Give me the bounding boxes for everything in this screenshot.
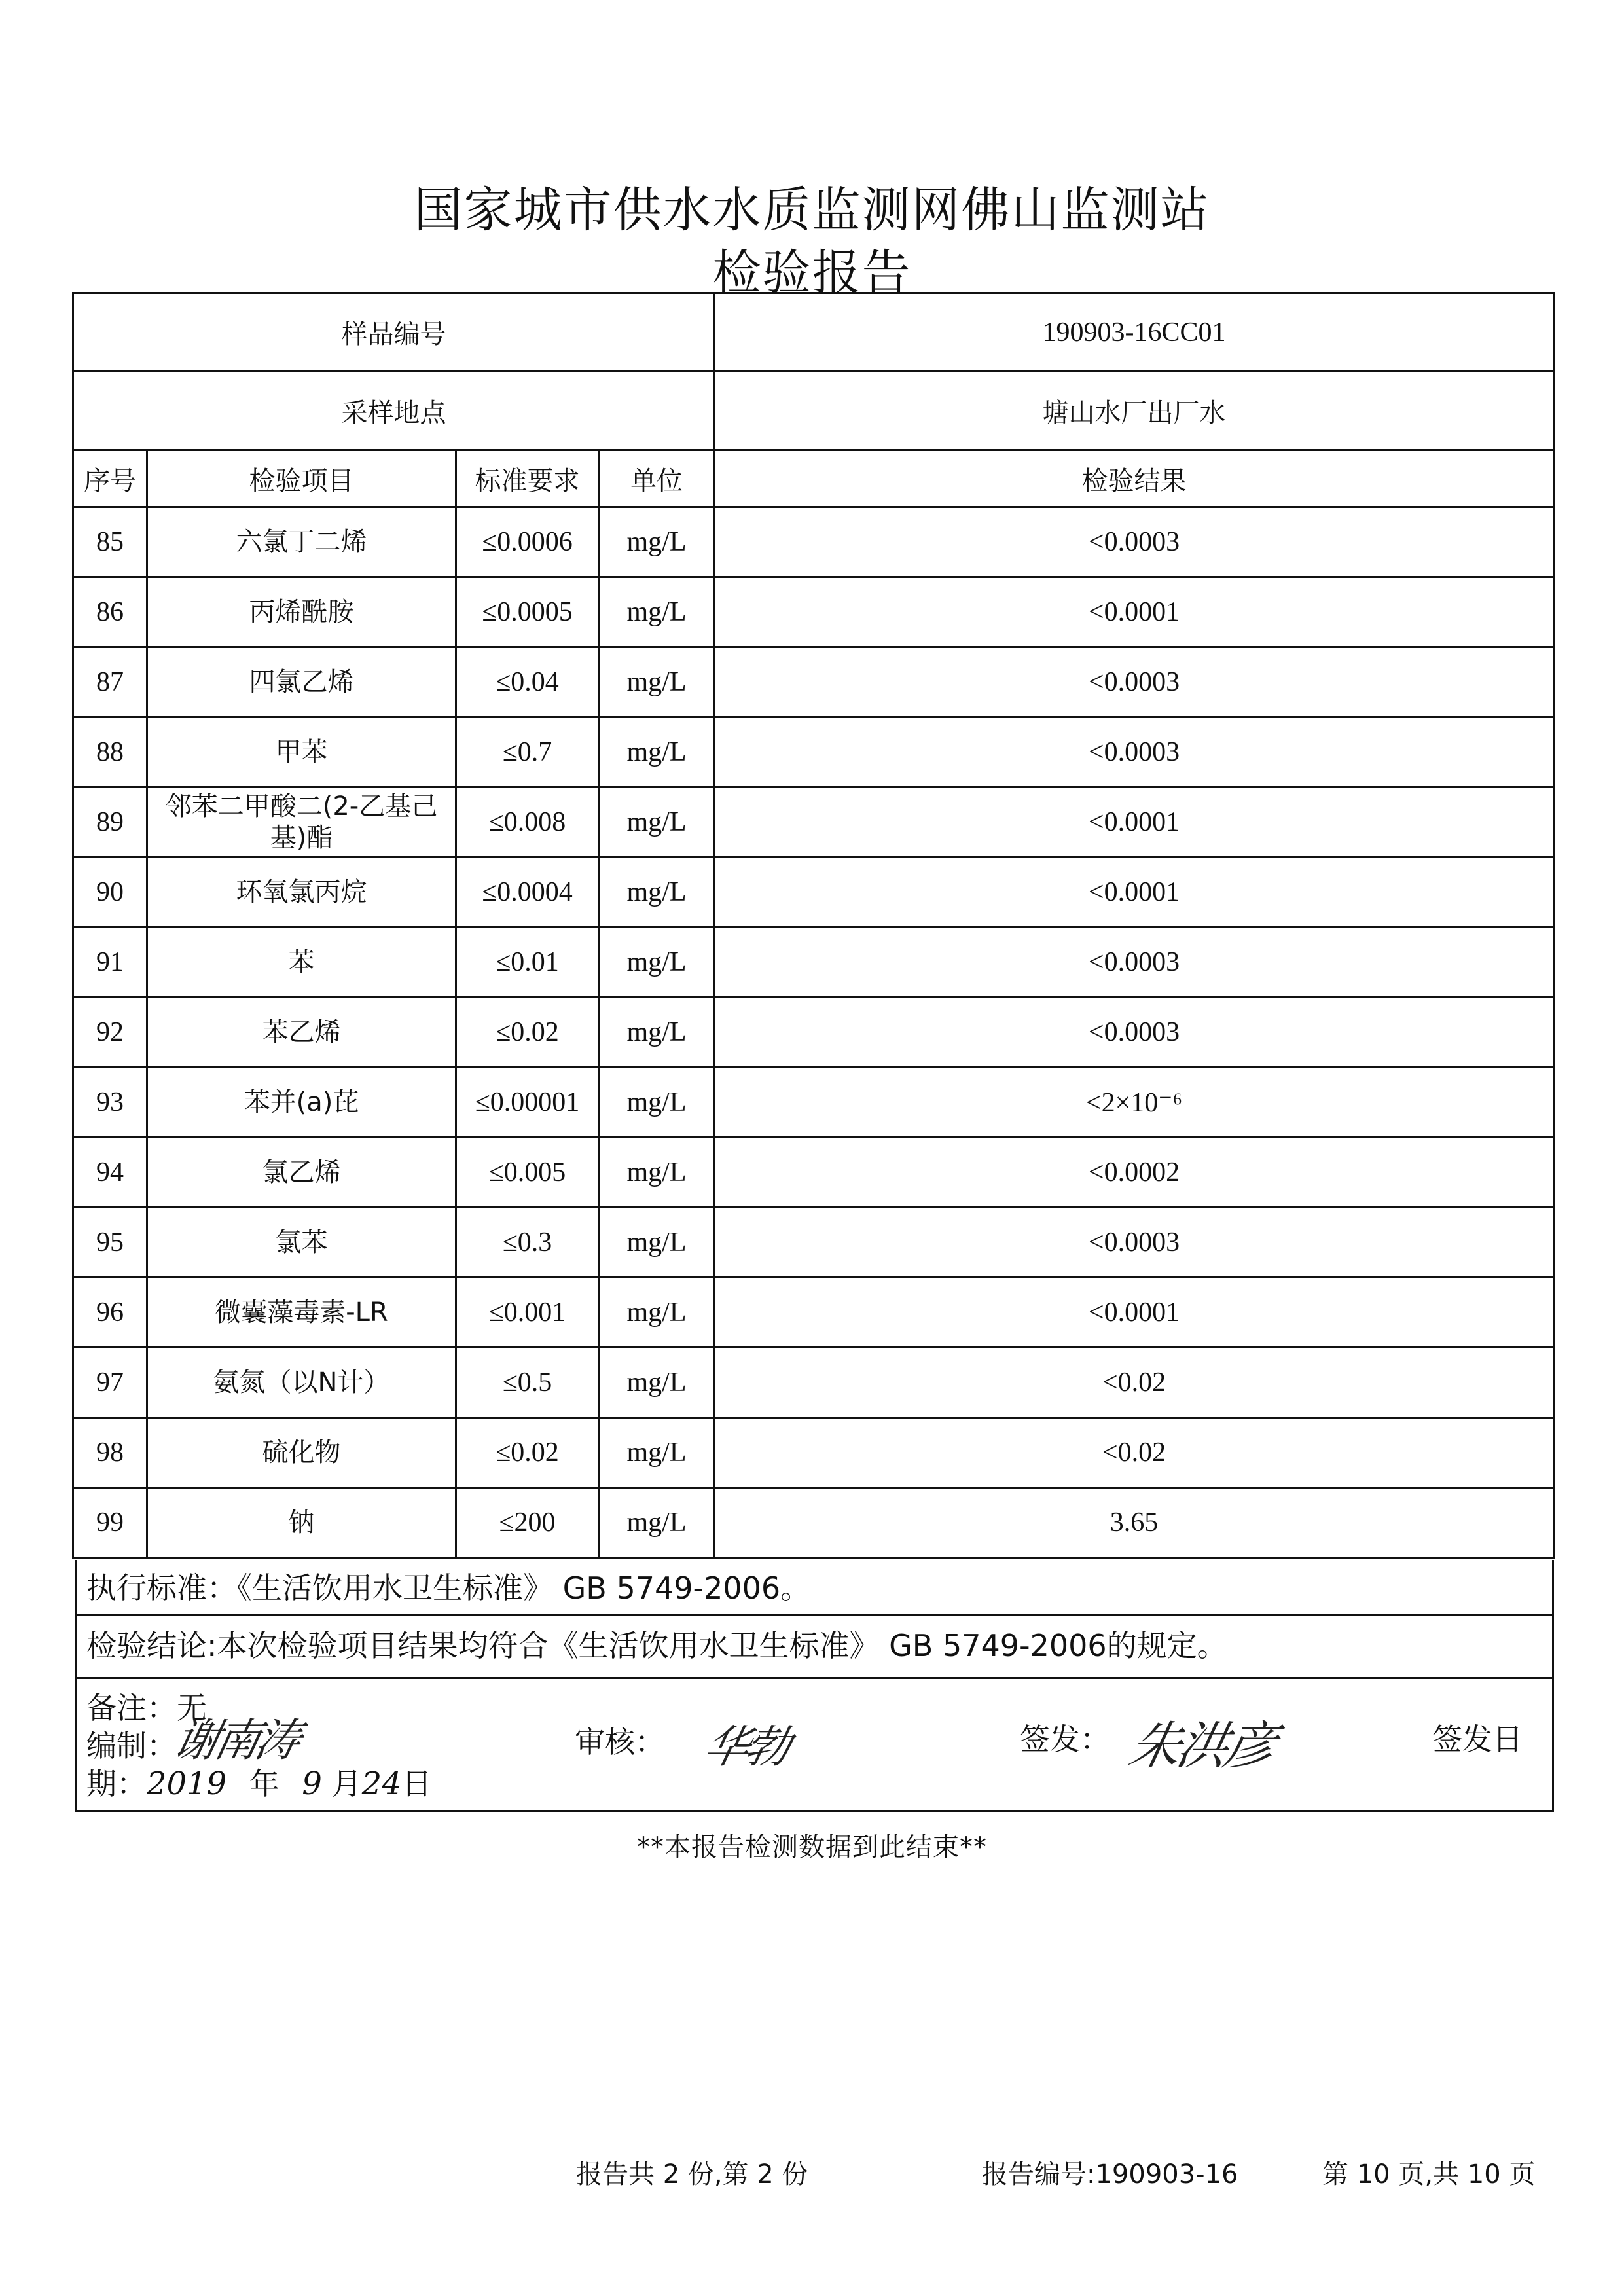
test-result: <0.0003 bbox=[715, 717, 1554, 787]
standard-limit: ≤0.0006 bbox=[456, 507, 599, 577]
footer-report-number: 报告编号:190903-16 bbox=[982, 2159, 1238, 2190]
standard-line: 执行标准：《生活饮用水卫生标准》 GB 5749-2006。 bbox=[77, 1560, 1552, 1616]
sample-id-value: 190903-16CC01 bbox=[715, 293, 1554, 372]
test-result: <0.0003 bbox=[715, 647, 1554, 717]
row-number: 87 bbox=[73, 647, 147, 717]
standard-limit: ≤0.0004 bbox=[456, 858, 599, 928]
footer-pages: 第 10 页,共 10 页 bbox=[1322, 2159, 1536, 2190]
issuer-signature: 朱洪彦 bbox=[1123, 1717, 1278, 1776]
col-header-item: 检验项目 bbox=[147, 450, 456, 507]
test-item: 氯乙烯 bbox=[147, 1138, 456, 1208]
test-result: <0.0002 bbox=[715, 1138, 1554, 1208]
test-result: 3.65 bbox=[715, 1488, 1554, 1558]
standard-limit: ≤0.01 bbox=[456, 928, 599, 998]
row-number: 97 bbox=[73, 1348, 147, 1418]
footer-copies: 报告共 2 份,第 2 份 bbox=[576, 2159, 808, 2190]
test-item: 丙烯酰胺 bbox=[147, 577, 456, 647]
test-result: <2×10⁻⁶ bbox=[715, 1068, 1554, 1138]
table-row bbox=[73, 1068, 1554, 1138]
compiled-label: 编制： bbox=[86, 1728, 177, 1763]
standard-limit: ≤0.7 bbox=[456, 717, 599, 787]
row-number: 95 bbox=[73, 1208, 147, 1278]
test-item: 硫化物 bbox=[147, 1418, 456, 1488]
sampling-site-label: 采样地点 bbox=[73, 372, 715, 450]
unit: mg/L bbox=[599, 928, 715, 998]
test-item: 甲苯 bbox=[147, 717, 456, 787]
notes-block bbox=[75, 1560, 1554, 1812]
sample-id-row bbox=[73, 293, 1554, 372]
table-row bbox=[73, 1418, 1554, 1488]
table-row bbox=[73, 928, 1554, 998]
sampling-site-value: 塘山水厂出厂水 bbox=[715, 372, 1554, 450]
unit: mg/L bbox=[599, 1348, 715, 1418]
results-table bbox=[72, 292, 1555, 1559]
row-number: 92 bbox=[73, 998, 147, 1068]
standard-limit: ≤0.008 bbox=[456, 787, 599, 858]
unit: mg/L bbox=[599, 507, 715, 577]
row-number: 89 bbox=[73, 787, 147, 858]
column-header-row bbox=[73, 450, 1554, 507]
row-number: 91 bbox=[73, 928, 147, 998]
table-row bbox=[73, 577, 1554, 647]
end-note: **本报告检测数据到此结束** bbox=[637, 1832, 987, 1862]
col-header-unit: 单位 bbox=[599, 450, 715, 507]
table-row bbox=[73, 507, 1554, 577]
test-result: <0.0003 bbox=[715, 998, 1554, 1068]
table-row bbox=[73, 787, 1554, 858]
page-subtitle: 检验报告 bbox=[712, 245, 912, 301]
test-result: <0.0001 bbox=[715, 577, 1554, 647]
test-result: <0.02 bbox=[715, 1418, 1554, 1488]
unit: mg/L bbox=[599, 787, 715, 858]
test-item: 钠 bbox=[147, 1488, 456, 1558]
unit: mg/L bbox=[599, 717, 715, 787]
col-header-result: 检验结果 bbox=[715, 450, 1554, 507]
col-header-no: 序号 bbox=[73, 450, 147, 507]
reviewer-signature: 华勃 bbox=[699, 1722, 792, 1773]
table-row bbox=[73, 647, 1554, 717]
unit: mg/L bbox=[599, 858, 715, 928]
row-number: 93 bbox=[73, 1068, 147, 1138]
signature-block bbox=[77, 1679, 1552, 1810]
standard-limit: ≤0.0005 bbox=[456, 577, 599, 647]
test-item: 苯乙烯 bbox=[147, 998, 456, 1068]
standard-limit: ≤0.00001 bbox=[456, 1068, 599, 1138]
unit: mg/L bbox=[599, 998, 715, 1068]
row-number: 96 bbox=[73, 1278, 147, 1348]
row-number: 98 bbox=[73, 1418, 147, 1488]
unit: mg/L bbox=[599, 1208, 715, 1278]
test-item: 氨氮（以N计） bbox=[147, 1348, 456, 1418]
unit: mg/L bbox=[599, 1278, 715, 1348]
unit: mg/L bbox=[599, 1068, 715, 1138]
row-number: 88 bbox=[73, 717, 147, 787]
table-row bbox=[73, 1278, 1554, 1348]
unit: mg/L bbox=[599, 1418, 715, 1488]
conclusion-text: 检验结论:本次检验项目结果均符合《生活饮用水卫生标准》 GB 5749-2006的规定。 bbox=[86, 1628, 1227, 1663]
unit: mg/L bbox=[599, 577, 715, 647]
table-row bbox=[73, 1208, 1554, 1278]
row-number: 86 bbox=[73, 577, 147, 647]
test-result: <0.0001 bbox=[715, 858, 1554, 928]
table-row bbox=[73, 717, 1554, 787]
unit: mg/L bbox=[599, 647, 715, 717]
remark-text: 备注：无 bbox=[86, 1690, 207, 1726]
conclusion-line bbox=[77, 1616, 1552, 1679]
test-item: 六氯丁二烯 bbox=[147, 507, 456, 577]
standard-limit: ≤0.02 bbox=[456, 1418, 599, 1488]
row-number: 94 bbox=[73, 1138, 147, 1208]
date-month-unit: 月 bbox=[331, 1766, 362, 1801]
table-row bbox=[73, 1488, 1554, 1558]
date-year-unit: 年 bbox=[249, 1766, 280, 1801]
standard-limit: ≤0.005 bbox=[456, 1138, 599, 1208]
test-result: <0.0003 bbox=[715, 1208, 1554, 1278]
test-item: 四氯乙烯 bbox=[147, 647, 456, 717]
date-year: 2019 bbox=[147, 1765, 227, 1802]
review-label: 审核： bbox=[575, 1724, 665, 1760]
issue-label: 签发： bbox=[1020, 1722, 1110, 1757]
date-prefix: 期： bbox=[86, 1766, 147, 1801]
standard-limit: ≤0.04 bbox=[456, 647, 599, 717]
sampling-site-row bbox=[73, 372, 1554, 450]
table-row bbox=[73, 998, 1554, 1068]
table-row bbox=[73, 858, 1554, 928]
unit: mg/L bbox=[599, 1138, 715, 1208]
unit: mg/L bbox=[599, 1488, 715, 1558]
test-result: <0.0003 bbox=[715, 507, 1554, 577]
standard-limit: ≤0.3 bbox=[456, 1208, 599, 1278]
row-number: 90 bbox=[73, 858, 147, 928]
issue-date bbox=[86, 1760, 432, 1803]
issue-date-label: 签发日 bbox=[1432, 1722, 1523, 1757]
test-result: <0.0001 bbox=[715, 1278, 1554, 1348]
test-item: 环氧氯丙烷 bbox=[147, 858, 456, 928]
date-day-unit: 日 bbox=[401, 1766, 432, 1801]
date-month: 9 bbox=[302, 1765, 322, 1802]
row-number: 99 bbox=[73, 1488, 147, 1558]
test-item: 苯 bbox=[147, 928, 456, 998]
page-title: 国家城市供水水质监测网佛山监测站 bbox=[414, 182, 1210, 238]
standard-limit: ≤0.5 bbox=[456, 1348, 599, 1418]
test-item: 微囊藻毒素-LR bbox=[147, 1278, 456, 1348]
date-day: 24 bbox=[361, 1765, 402, 1802]
standard-limit: ≤0.001 bbox=[456, 1278, 599, 1348]
standard-limit: ≤200 bbox=[456, 1488, 599, 1558]
sample-id-label: 样品编号 bbox=[73, 293, 715, 372]
test-result: <0.0003 bbox=[715, 928, 1554, 998]
test-item: 苯并(a)芘 bbox=[147, 1068, 456, 1138]
standard-limit: ≤0.02 bbox=[456, 998, 599, 1068]
compiler-signature: 谢南涛 bbox=[169, 1715, 302, 1767]
row-number: 85 bbox=[73, 507, 147, 577]
table-row bbox=[73, 1348, 1554, 1418]
test-item: 氯苯 bbox=[147, 1208, 456, 1278]
test-result: <0.0001 bbox=[715, 787, 1554, 858]
table-row bbox=[73, 1138, 1554, 1208]
col-header-standard: 标准要求 bbox=[456, 450, 599, 507]
test-result: <0.02 bbox=[715, 1348, 1554, 1418]
test-item: 邻苯二甲酸二(2-乙基己基)酯 bbox=[147, 787, 456, 858]
